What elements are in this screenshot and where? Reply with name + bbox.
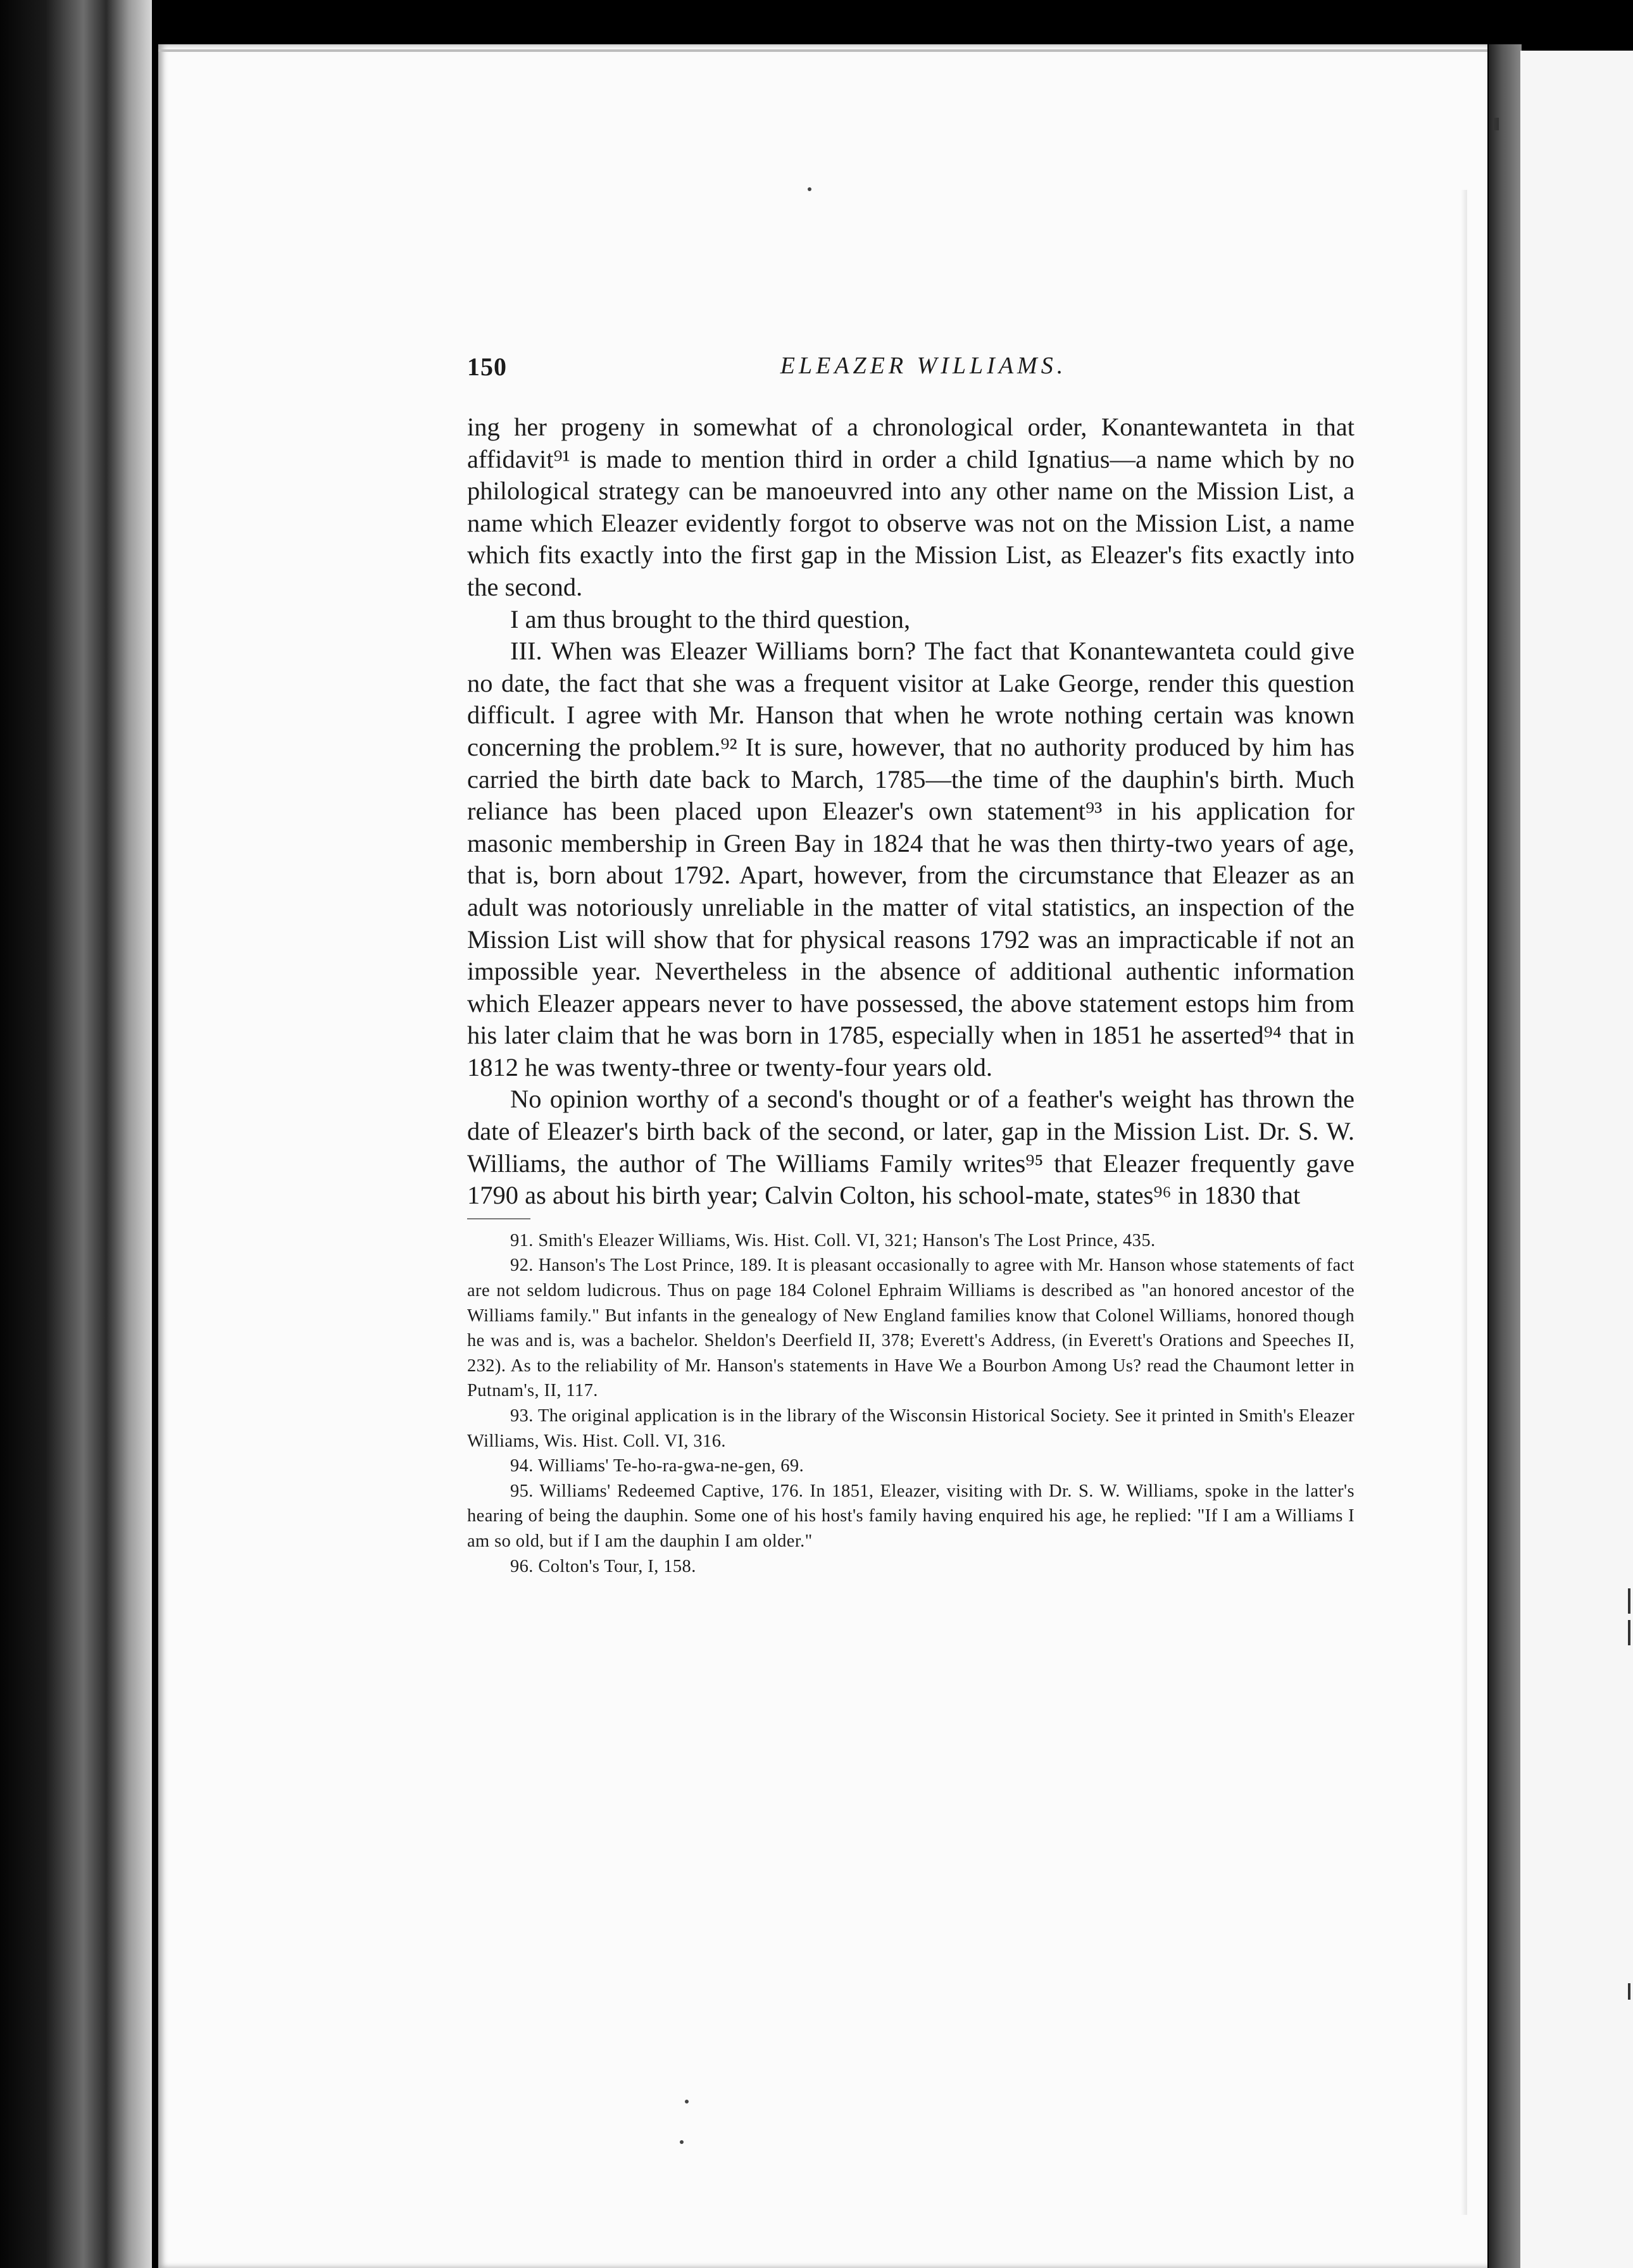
body-paragraph: I am thus brought to the third question, [510, 604, 911, 633]
body-text [467, 411, 1355, 1212]
running-title: ELEAZER WILLIAMS. [780, 352, 1067, 379]
paper-speck [808, 187, 811, 191]
footnote: 95. Williams' Redeemed Captive, 176. In 1851, Eleazer, visiting with Dr. S. W. Williams, spoke in the latter's hearing of being the dauphin. Some one of his host's family having enquired his age, he replied: "If I am a Williams I am so old, but if I am the dauphin I am older." [467, 1481, 1355, 1551]
footnote: 96. Colton's Tour, I, 158. [510, 1556, 696, 1576]
page-content [467, 352, 1355, 1579]
footnote-rule [467, 1218, 530, 1219]
scan-left-edge [0, 0, 152, 2268]
body-paragraph: No opinion worthy of a second's thought or of a feather's weight has thrown the date of Eleazer's birth back of the second, or later, gap in the Mission List. Dr. S. W. Williams, the author of The Williams Family writes⁹⁵ that Eleazer frequently gave 1790 as about his birth year; Calvin Colton, his school-mate, states⁹⁶ in 1830 that [467, 1085, 1355, 1210]
footnote: 94. Williams' Te-ho-ra-gwa-ne-gen, 69. [510, 1456, 804, 1476]
facing-page-binding-shadow [1489, 44, 1522, 2268]
facing-page-strip [1520, 51, 1633, 2268]
body-paragraph: III. When was Eleazer Williams born? The fact that Konantewanteta could give no date, the fact that she was a frequent visitor at Lake George, render this question difficult. I agree with Mr. Hanson that when he wrote nothing certain was known concerning the problem.⁹² It is sure, however, that no authority produced by him has carried the birth date back to March, 1785—the time of the dauphin's birth. Much reliance has been placed upon Eleazer's own statement⁹³ in his application for masonic membership in Green Bay in 1824 that he was then thirty-two years of age, that is, born about 1792. Apart, however, from the circumstance that Eleazer as an adult was notoriously unreliable in the matter of vital statistics, an inspection of the Mission List will show that for physical reasons 1792 was an impracticable if not an impossible year. Nevertheless in the absence of additional authentic information which Eleazer appears never to have possessed, the above statement estops him from his later claim that he was born in 1785, especially when in 1851 he asserted⁹⁴ that in 1812 he was twenty-three or twenty-four years old. [467, 637, 1355, 1081]
page-number: 150 [467, 352, 507, 381]
page-gutter-shade [1461, 190, 1467, 2215]
running-head [467, 352, 1355, 390]
footnote: 92. Hanson's The Lost Prince, 189. It is pleasant occasionally to agree with Mr. Hanson whose statements of fact are not seldom ludicrous. Thus on page 184 Colonel Ephraim Williams is described as "an honored ancestor of the Williams family." But infants in the genealogy of New England families know that Colonel Williams, honored though he was and is, was a bachelor. Sheldon's Deerfield II, 378; Everett's Address, (in Everett's Orations and Speeches II, 232). As to the reliability of Mr. Hanson's statements in Have We a Bourbon Among Us? read the Chaumont letter in Putnam's, II, 117. [467, 1256, 1355, 1401]
paper-speck [685, 2100, 689, 2103]
body-paragraph: ing her progeny in somewhat of a chronological order, Konantewanteta in that affidavit⁹¹ is made to mention third in order a child Ignatius—a name which by no philological strategy can be manoeuvred into any other name on the Mission List, a name which Eleazer evidently forgot to observe was not on the Mission List, a name which fits exactly into the first gap in the Mission List, as Eleazer's fits exactly into the second. [467, 413, 1355, 601]
footnote: 93. The original application is in the library of the Wisconsin Historical Society. See it printed in Smith's Eleazer Williams, Wis. Hist. Coll. VI, 316. [467, 1406, 1355, 1451]
footnote: 91. Smith's Eleazer Williams, Wis. Hist. Coll. VI, 321; Hanson's The Lost Prince, 435. [510, 1230, 1156, 1250]
paper-speck [680, 2140, 684, 2144]
footnotes [467, 1228, 1355, 1579]
page-top-edge [158, 49, 1487, 52]
